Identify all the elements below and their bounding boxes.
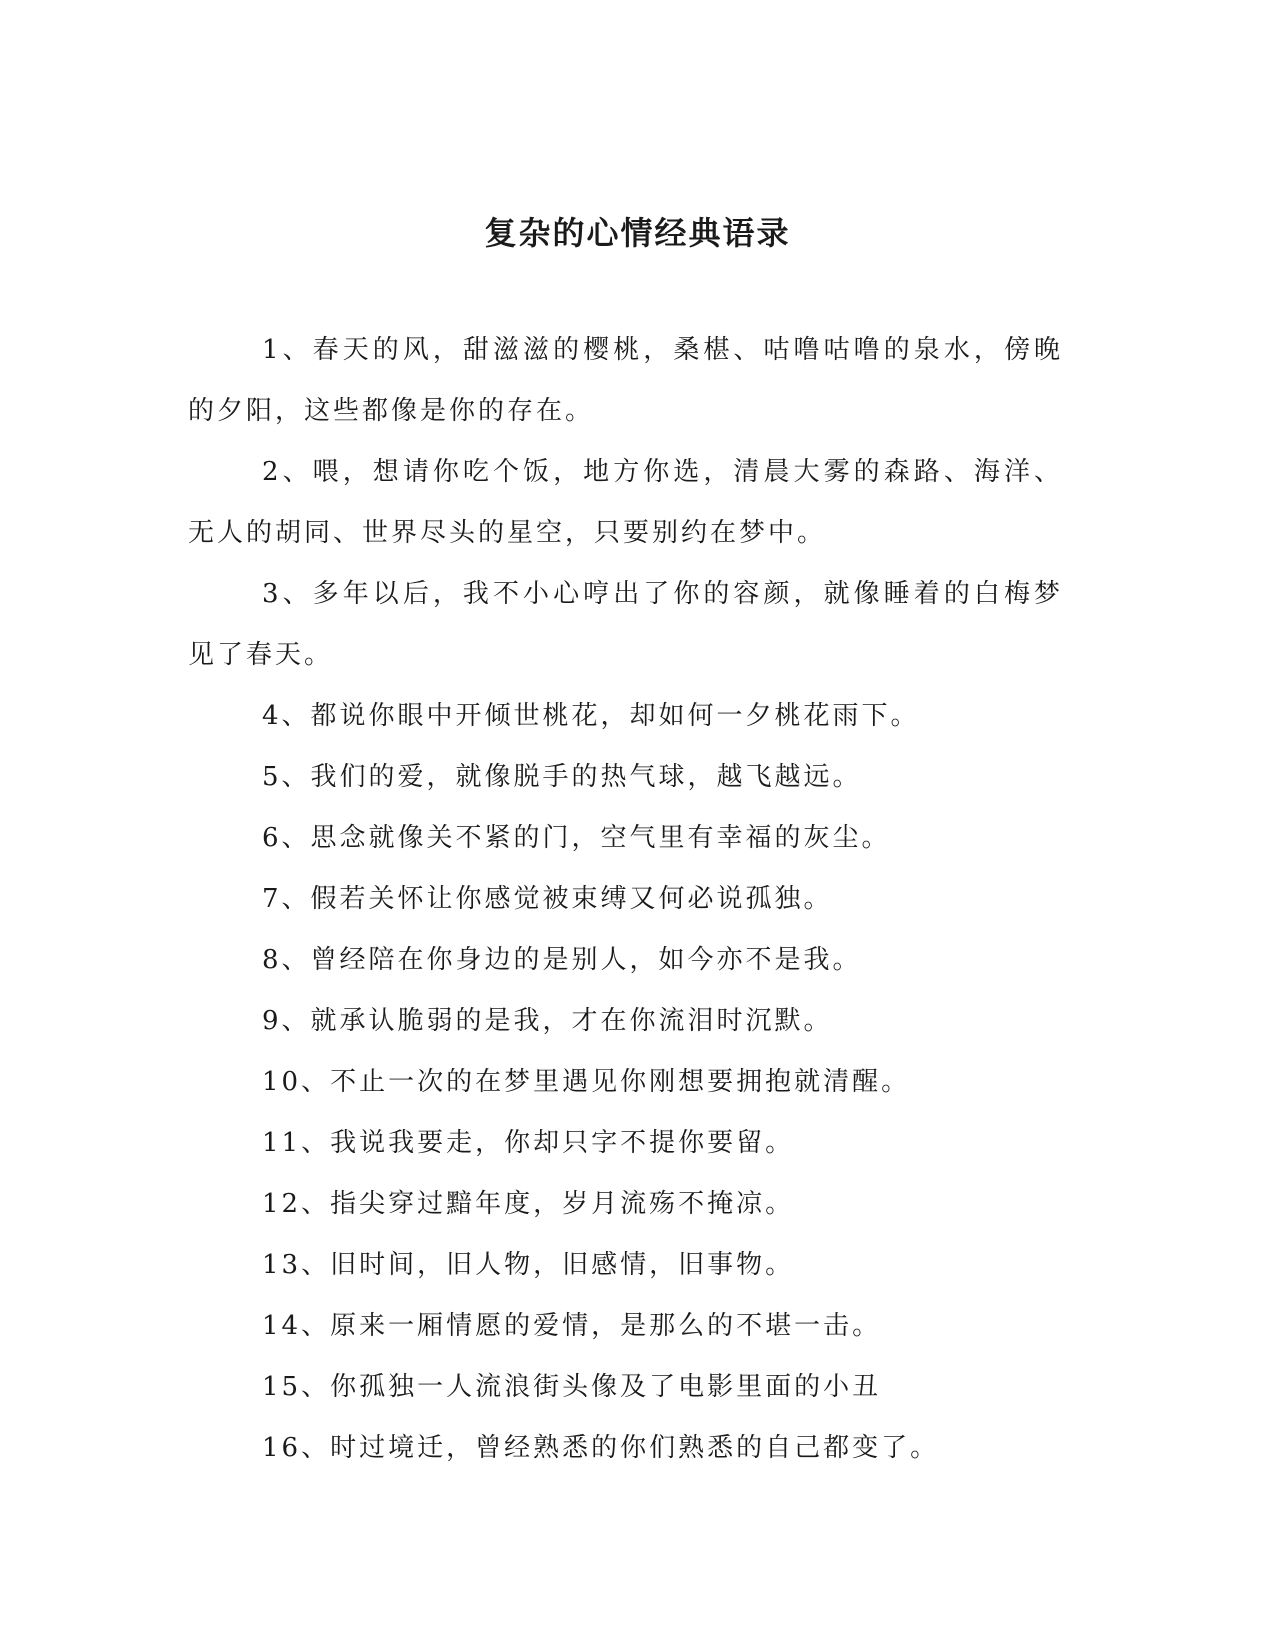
quote-paragraph-16: 16、时过境迁，曾经熟悉的你们熟悉的自己都变了。 <box>262 1433 940 1463</box>
quote-paragraph-11: 11、我说我要走，你却只字不提你要留。 <box>262 1128 795 1158</box>
quote-paragraph-2: 2、喂，想请你吃个饭，地方你选，清晨大雾的森路、海洋、无人的胡同、世界尽头的星空，只要别约在梦中。 <box>188 457 1063 548</box>
quote-paragraph-3: 3、多年以后，我不小心哼出了你的容颜，就像睡着的白梅梦见了春天。 <box>188 579 1063 670</box>
quote-paragraph-5: 5、我们的爱，就像脱手的热气球，越飞越远。 <box>262 762 862 792</box>
quote-paragraph-6: 6、思念就像关不紧的门，空气里有幸福的灰尘。 <box>262 823 891 853</box>
quote-paragraph-13: 13、旧时间，旧人物，旧感情，旧事物。 <box>262 1250 795 1280</box>
quote-paragraph-12: 12、指尖穿过黯年度，岁月流殇不掩凉。 <box>262 1189 795 1219</box>
quote-paragraph-14: 14、原来一厢情愿的爱情，是那么的不堪一击。 <box>262 1311 882 1341</box>
quote-paragraph-9: 9、就承认脆弱的是我，才在你流泪时沉默。 <box>262 1006 833 1036</box>
quote-paragraph-4: 4、都说你眼中开倾世桃花，却如何一夕桃花雨下。 <box>262 701 920 731</box>
quote-paragraph-15: 15、你孤独一人流浪街头像及了电影里面的小丑 <box>262 1372 882 1402</box>
quote-paragraph-7: 7、假若关怀让你感觉被束缚又何必说孤独。 <box>262 884 833 914</box>
quote-paragraph-1: 1、春天的风，甜滋滋的樱桃，桑椹、咕噜咕噜的泉水，傍晚的夕阳，这些都像是你的存在。 <box>188 335 1063 426</box>
quote-paragraph-10: 10、不止一次的在梦里遇见你刚想要拥抱就清醒。 <box>262 1067 911 1097</box>
document-title: 复杂的心情经典语录 <box>484 214 791 252</box>
document-body <box>188 320 1063 1479</box>
quote-paragraph-8: 8、曾经陪在你身边的是别人，如今亦不是我。 <box>262 945 862 975</box>
